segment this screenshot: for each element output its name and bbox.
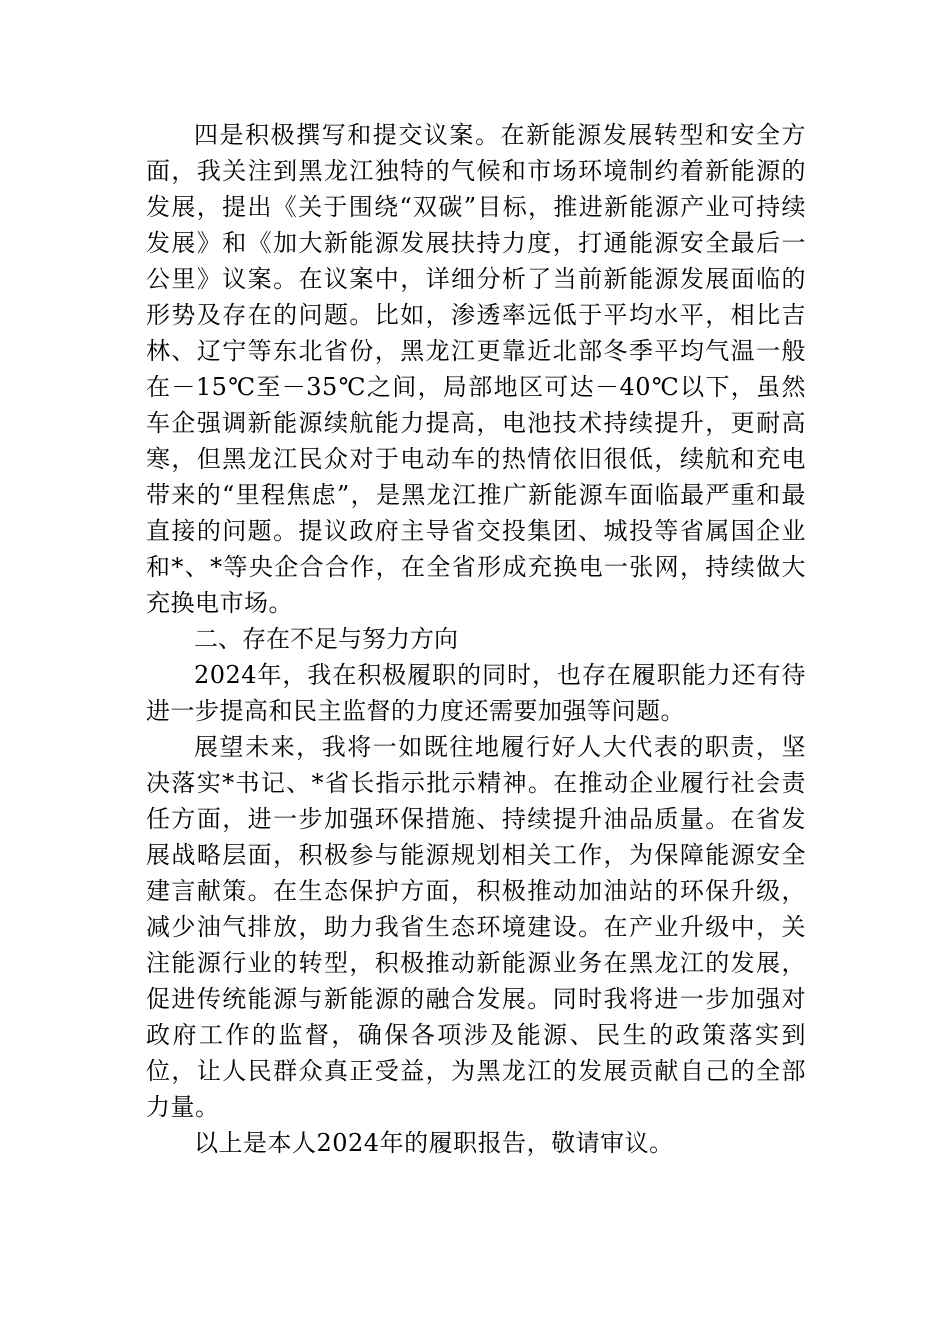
section-heading: 二、存在不足与努力方向 <box>194 625 458 653</box>
paragraph-shortcomings: 2024年，我在积极履职的同时，也存在履职能力还有待进一步提高和民主监督的力度还需要加强等问题。 <box>146 661 806 725</box>
paragraph-proposals: 四是积极撰写和提交议案。在新能源发展转型和安全方面，我关注到黑龙江独特的气候和市场环境制约着新能源的发展，提出《关于围绕“双碳”目标，推进新能源产业可持续发展》和《加大新能源发展扶持力度，打通能源安全最后一公里》议案。在议案中，详细分析了当前新能源发展面临的形势及存在的问题。比如，渗透率远低于平均水平，相比吉林、辽宁等东北省份，黑龙江更靠近北部冬季平均气温一般在－15℃至－35℃之间，局部地区可达－40℃以下，虽然车企强调新能源续航能力提高，电池技术持续提升，更耐高寒，但黑龙江民众对于电动车的热情依旧很低，续航和充电带来的“里程焦虑”，是黑龙江推广新能源车面临最严重和最直接的问题。提议政府主导省交投集团、城投等省属国企业和*、*等央企合合作，在全省形成充换电一张网，持续做大充换电市场。 <box>146 121 806 617</box>
document-page <box>146 117 806 1161</box>
paragraph-closing: 以上是本人2024年的履职报告，敬请审议。 <box>194 1129 674 1157</box>
paragraph-outlook: 展望未来，我将一如既往地履行好人大代表的职责，坚决落实*书记、*省长指示批示精神。在推动企业履行社会责任方面，进一步加强环保措施、持续提升油品质量。在省发展战略层面，积极参与能源规划相关工作，为保障能源安全建言献策。在生态保护方面，积极推动加油站的环保升级，减少油气排放，助力我省生态环境建设。在产业升级中，关注能源行业的转型，积极推动新能源业务在黑龙江的发展，促进传统能源与新能源的融合发展。同时我将进一步加强对政府工作的监督，确保各项涉及能源、民生的政策落实到位，让人民群众真正受益，为黑龙江的发展贡献自己的全部力量。 <box>146 733 806 1121</box>
